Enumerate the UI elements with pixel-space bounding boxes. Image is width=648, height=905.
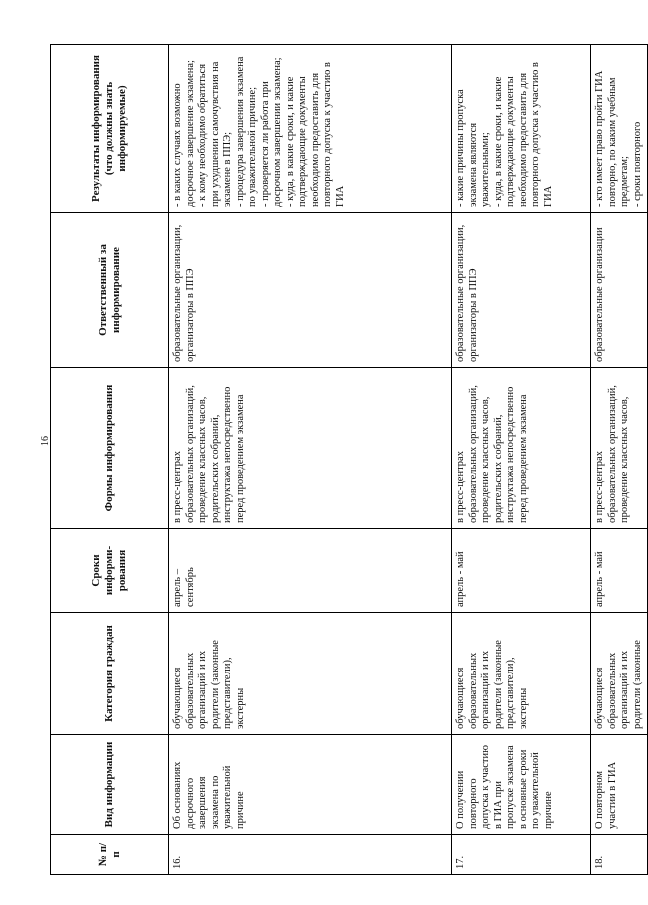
header-forms: Формы информирования (51, 368, 169, 529)
table-row (169, 45, 452, 875)
row-terms: апрель - май (452, 529, 591, 613)
table-row (591, 45, 648, 875)
table-row (452, 45, 591, 875)
row-terms: апрель – сентябрь (169, 529, 452, 613)
rotated-table-container (50, 45, 643, 875)
header-category: Категория граждан (51, 613, 169, 735)
result-item: - процедура завершения экзамена по уважительной причине; (234, 56, 258, 207)
row-responsible: образовательные организации, организаторы в ППЭ (452, 213, 591, 368)
header-responsible: Ответственный за информирование (51, 213, 169, 368)
row-forms: в пресс-центрах образовательных организаций, проведение классных часов, (591, 368, 648, 529)
table-header-row (51, 45, 169, 875)
information-table (50, 44, 648, 875)
result-item: - проверяется ли работа при досрочном завершении экзамена; (259, 57, 283, 207)
header-results: Результаты информирования (что должны знать информируемые) (51, 45, 169, 213)
result-item: - куда, в какие сроки, и какие подтверждающие документы необходимо предоставить для повторного допуска к участию в ГИА (492, 62, 554, 207)
header-num: № п/п (51, 835, 169, 875)
row-results (452, 45, 591, 213)
result-item: - куда, в какие сроки, и какие подтверждающие документы необходимо предоставить для повторного допуска к участию в ГИА (284, 62, 346, 207)
row-category: обучающиеся образовательных организаций и их родители (законные представители), экстерны (169, 613, 452, 735)
row-forms: в пресс-центрах образовательных организаций, проведение классных часов, родительских собраний, инструктажа непосредственно перед проведением экзамена (452, 368, 591, 529)
header-type: Вид информации (51, 735, 169, 835)
row-category: обучающиеся образовательных организаций и их родители (законные представители), экстерны (452, 613, 591, 735)
result-item: - к кому необходимо обратиться при ухудшении самочувствия на экзамене в ППЭ; (197, 61, 233, 207)
row-responsible: образовательные организации, организаторы в ППЭ (169, 213, 452, 368)
row-results (169, 45, 452, 213)
row-type: О получении повторного допуска к участию в ГИА при пропуске экзамена в основные сроки по уважительной причине (452, 735, 591, 835)
row-category: обучающиеся образовательных организаций и их родители (законные (591, 613, 648, 735)
result-item: - сроки повторного (631, 121, 643, 207)
row-terms: апрель - май (591, 529, 648, 613)
row-num: 17. (452, 835, 591, 875)
header-terms: Сроки информи-рования (51, 529, 169, 613)
row-forms: в пресс-центрах образовательных организаций, проведение классных часов, родительских собраний, инструктажа непосредственно перед проведением экзамена (169, 368, 452, 529)
result-item: - кто имеет право пройти ГИА повторно, по каким учебным предметам; (594, 70, 630, 207)
row-responsible: образовательные организации (591, 213, 648, 368)
row-num: 18. (591, 835, 648, 875)
row-type: Об основаниях досрочного завершения экзамена по уважительной причине (169, 735, 452, 835)
row-results (591, 45, 648, 213)
row-num: 16. (169, 835, 452, 875)
result-item: - какие причины пропуска экзамена являются уважительными; (455, 89, 491, 207)
row-type: О повторном участии в ГИА (591, 735, 648, 835)
result-item: - в каких случаях возможно досрочное завершение экзамена; (172, 60, 196, 207)
page-number: 16 (40, 436, 51, 446)
